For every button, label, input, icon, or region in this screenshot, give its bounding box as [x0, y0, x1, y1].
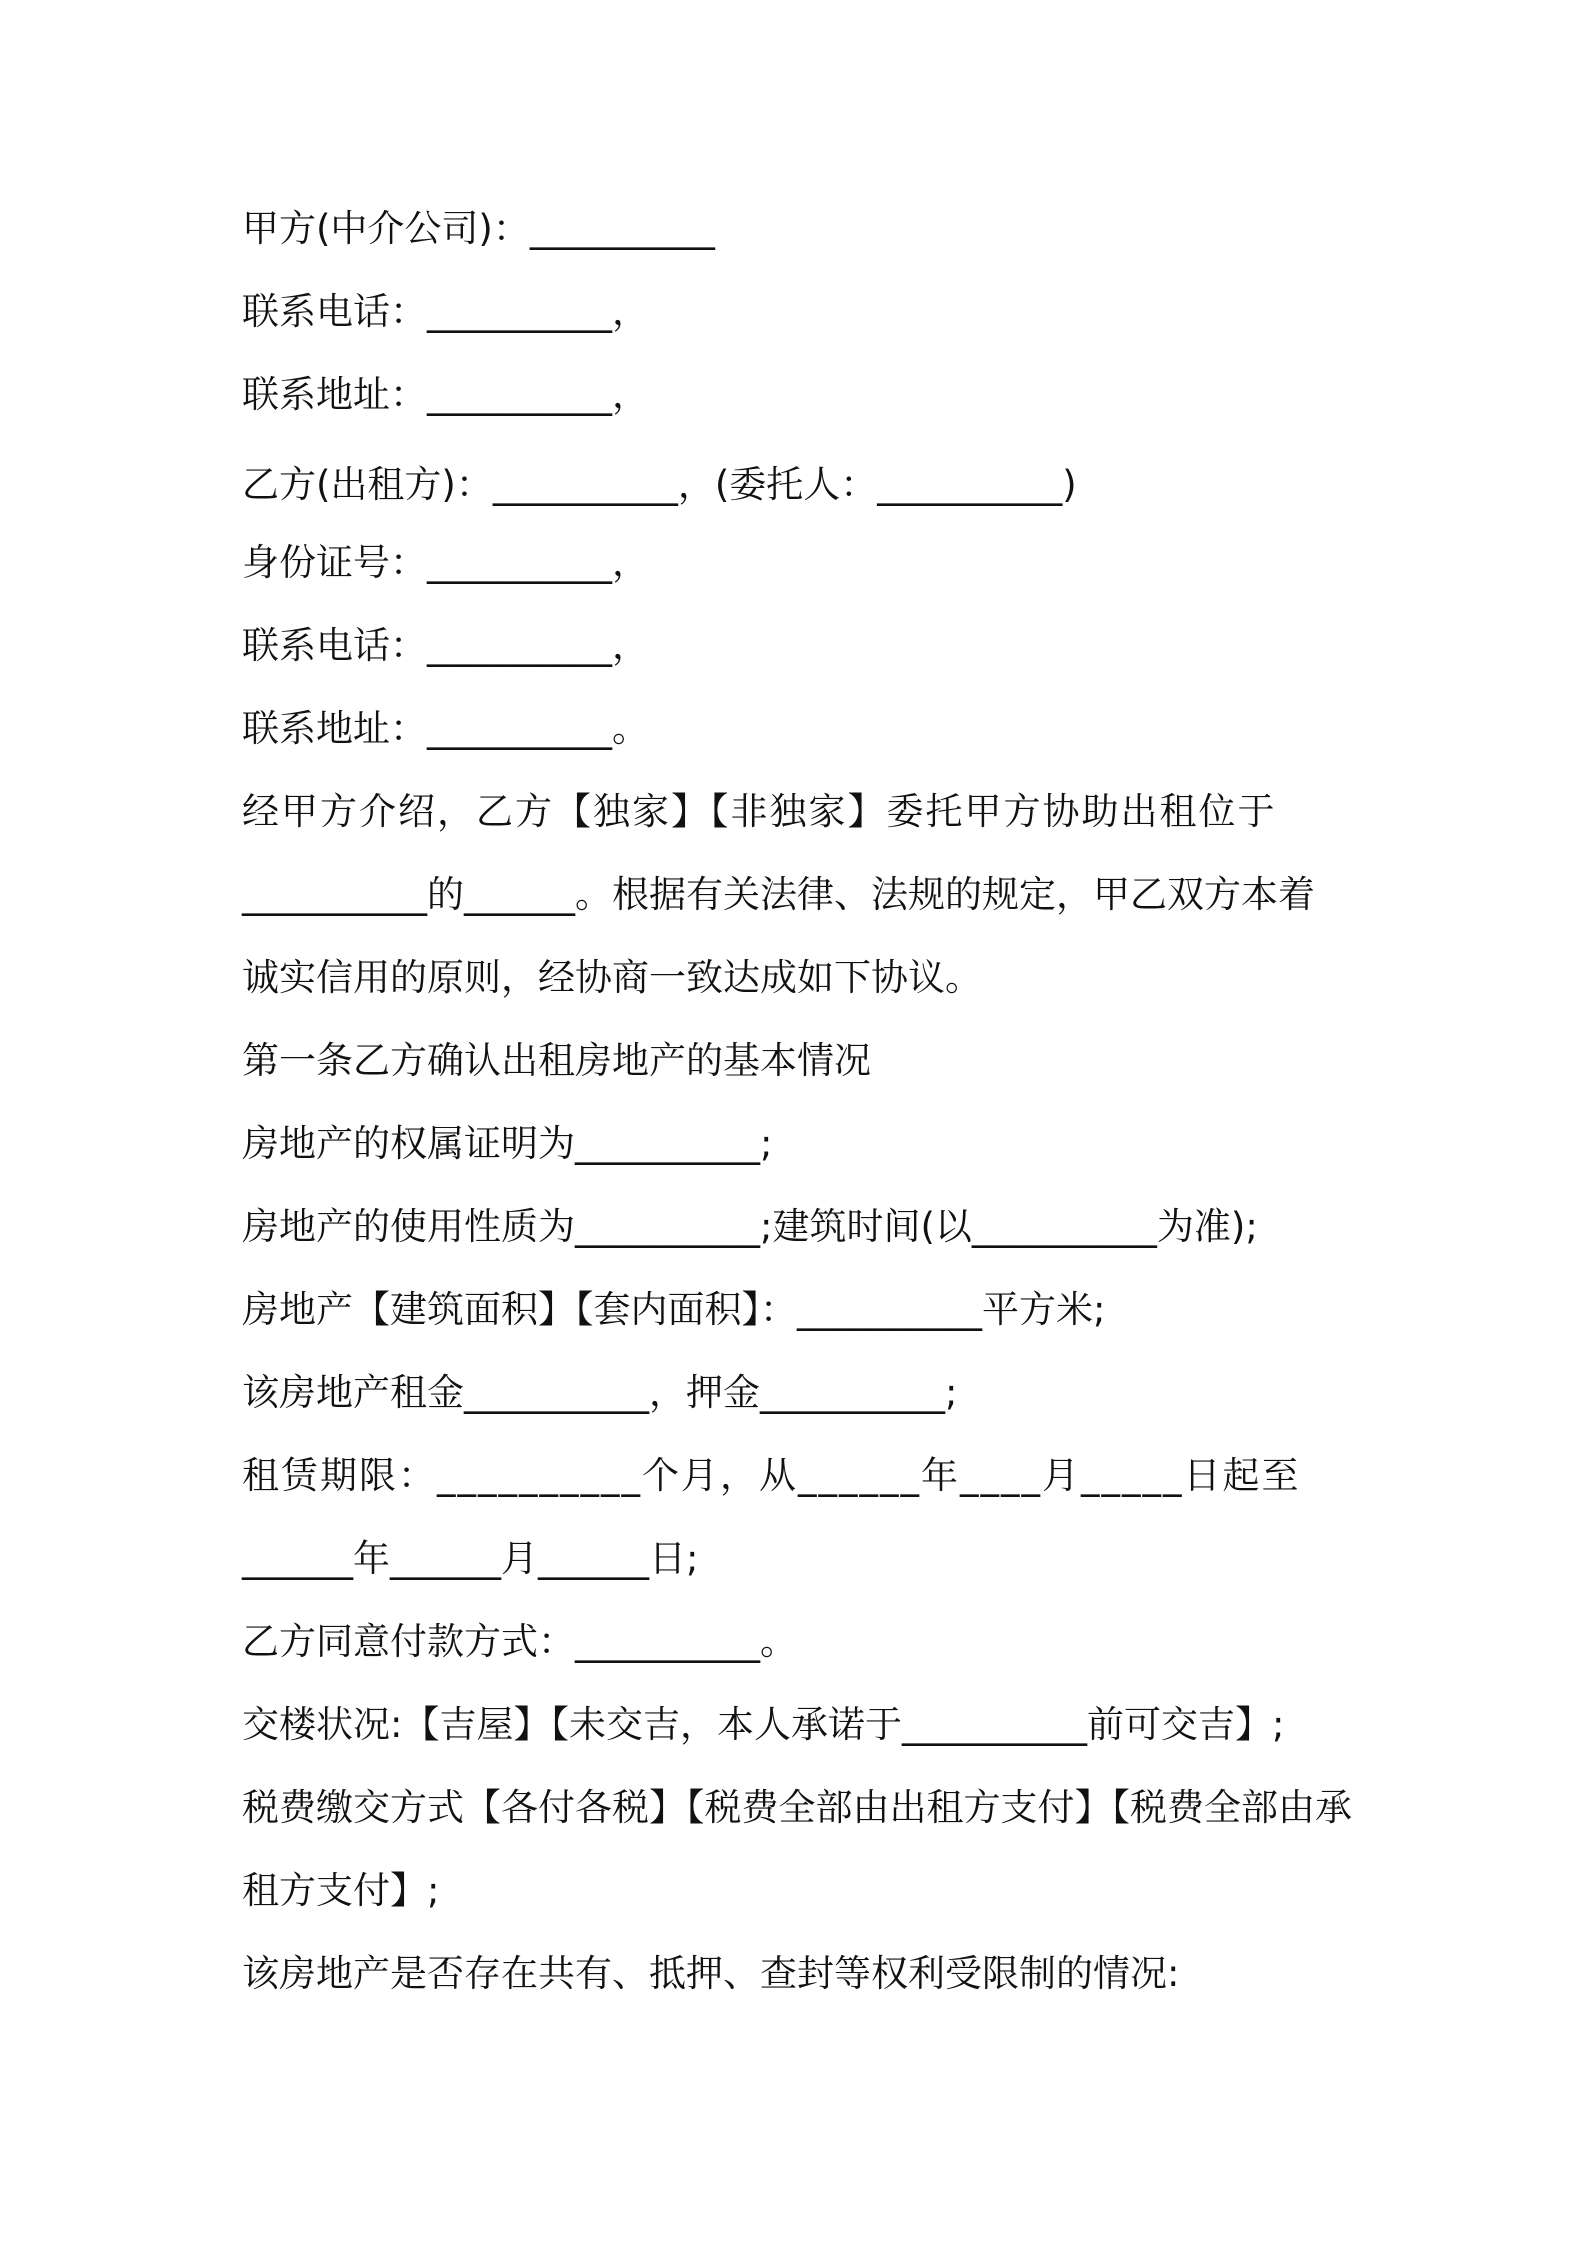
encumbrance-line: 该房地产是否存在共有、抵押、查封等权利受限制的情况:	[242, 1952, 1180, 1995]
usage-nature-line: 房地产的使用性质为__________;建筑时间(以__________为准);	[242, 1205, 1258, 1248]
ownership-proof-line: 房地产的权属证明为__________;	[242, 1122, 773, 1165]
tax-payment-line-2: 租方支付】;	[242, 1869, 440, 1912]
intro-paragraph-line-1: 经甲方介绍，乙方【独家】【非独家】委托甲方协助出租位于	[242, 790, 1277, 833]
party-a-agency-line: 甲方(中介公司)：__________	[242, 207, 715, 250]
intro-paragraph-line-3: 诚实信用的原则，经协商一致达成如下协议。	[242, 956, 982, 999]
payment-method-line: 乙方同意付款方式：__________。	[242, 1620, 797, 1663]
rent-deposit-line: 该房地产租金__________，押金__________;	[242, 1371, 958, 1414]
handover-status-line: 交楼状况:【吉屋】【未交吉，本人承诺于__________前可交吉】;	[242, 1703, 1285, 1746]
tax-payment-line-1: 税费缴交方式【各付各税】【税费全部由出租方支付】【税费全部由承	[242, 1786, 1352, 1829]
party-b-lessor-line: 乙方(出租方)：__________，(委托人：__________)	[242, 463, 1077, 506]
party-a-phone-line: 联系电话：__________，	[242, 290, 649, 333]
lease-term-line-1: 租赁期限：__________个月，从______年____月_____日起至	[242, 1454, 1301, 1497]
article-one-heading: 第一条乙方确认出租房地产的基本情况	[242, 1039, 871, 1082]
party-b-phone-line: 联系电话：__________，	[242, 624, 649, 667]
party-b-id-line: 身份证号：__________，	[242, 541, 649, 584]
party-a-address-line: 联系地址：__________，	[242, 373, 649, 416]
party-b-address-line: 联系地址：__________。	[242, 707, 649, 750]
area-line: 房地产【建筑面积】【套内面积】：__________平方米;	[242, 1288, 1106, 1331]
intro-paragraph-line-2: __________的______。根据有关法律、法规的规定，甲乙双方本着	[242, 873, 1315, 916]
lease-term-line-2: ______年______月______日;	[242, 1537, 699, 1580]
